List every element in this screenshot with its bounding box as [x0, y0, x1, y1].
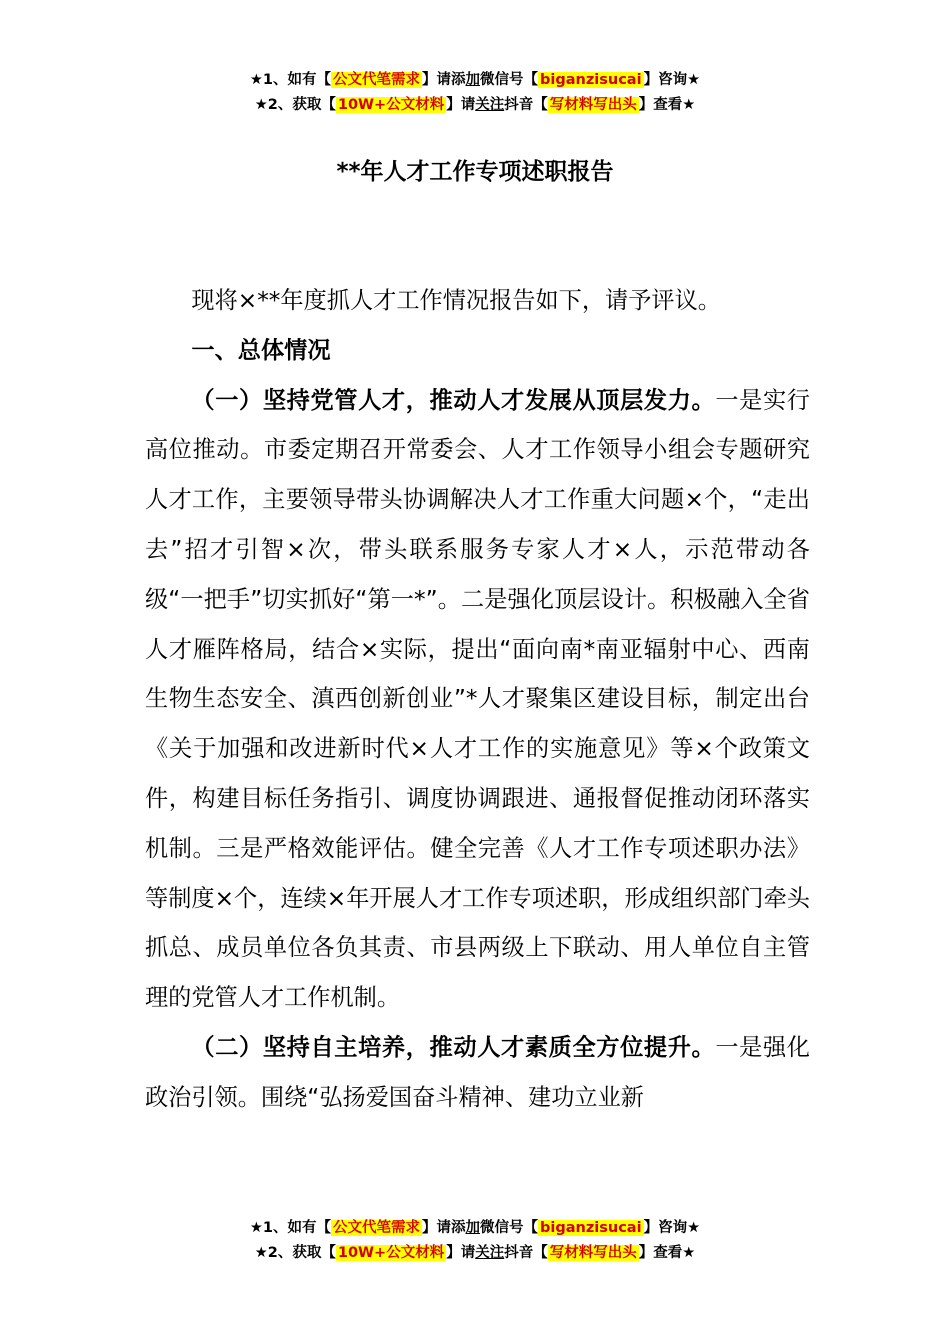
promo-text: 】咨询★ — [643, 72, 701, 88]
promo-highlight-douyin: 写材料写出头 — [549, 97, 637, 113]
promo-text: ★2、获取【 — [254, 1245, 336, 1261]
promo-underlined: 加 — [465, 72, 481, 88]
promo-underlined: 加 — [465, 1220, 481, 1236]
promo-banner-top — [0, 68, 950, 118]
paragraph-1-body: 一是实行高位推动。市委定期召开常委会、人才工作领导小组会专题研究人才工作，主要领导带头协调解决人才工作重大问题×个，“走出去”招才引智×次，带头联系服务专家人才×人，示范带动各级“一把手”切实抓好“第一*”。二是强化顶层设计。积极融入全省人才雁阵格局，结合×实际，提出“面向南*南亚辐射中心、西南生物生态安全、滇西创新创业”*人才聚集区建设目标，制定出台《关于加强和改进新时代×人才工作的实施意见》等×个政策文件，构建目标任务指引、调度协调跟进、通报督促推动闭环落实机制。三是严格效能评估。健全完善《人才工作专项述职办法》等制度×个，连续×年开展人才工作专项述职，形成组织部门牵头抓总、成员单位各负其责、市县两级上下联动、用人单位自主管理的党管人才工作机制。 — [145, 386, 810, 1012]
promo-highlight-wechat: biganzisucai — [540, 72, 642, 88]
promo-text: ★2、获取【 — [254, 97, 336, 113]
promo-text: 】请添 — [422, 1220, 466, 1236]
promo-text: 】咨询★ — [643, 1220, 701, 1236]
section-heading: 一、总体情况 — [191, 336, 331, 364]
promo-highlight: 公文代笔需求 — [333, 72, 421, 88]
paragraph-2 — [145, 1023, 810, 1123]
promo-text: 】请添 — [422, 72, 466, 88]
promo-highlight: 10W+公文材料 — [337, 1245, 445, 1261]
paragraph-2-body: 一是强化政治引领。围绕“弘扬爱国奋斗精神、建功立业新 — [145, 1033, 810, 1111]
promo-line-2 — [0, 93, 950, 118]
promo-highlight-douyin: 写材料写出头 — [549, 1245, 637, 1261]
document-body — [145, 276, 810, 1123]
promo-text: 抖音【 — [504, 1245, 548, 1261]
promo-highlight-wechat: biganzisucai — [540, 1220, 642, 1236]
document-title: **年人才工作专项述职报告 — [336, 159, 614, 185]
promo-highlight: 公文代笔需求 — [333, 1220, 421, 1236]
promo-line-1 — [0, 1216, 950, 1241]
promo-text: ★1、如有【 — [249, 72, 332, 88]
promo-underlined: 关注 — [475, 97, 505, 113]
promo-text: ★1、如有【 — [249, 1220, 332, 1236]
paragraph-1-heading: （一）坚持党管人才，推动人才发展从顶层发力。 — [191, 386, 716, 414]
paragraph-2-heading: （二）坚持自主培养，推动人才素质全方位提升。 — [191, 1033, 716, 1061]
intro-paragraph: 现将×**年度抓人才工作情况报告如下，请予评议。 — [191, 287, 721, 314]
promo-text: 微信号【 — [480, 1220, 539, 1236]
promo-text: 】查看★ — [638, 1245, 696, 1261]
promo-text: 微信号【 — [480, 72, 539, 88]
promo-text: 抖音【 — [504, 97, 548, 113]
promo-banner-bottom — [0, 1216, 950, 1266]
promo-text: 】查看★ — [638, 97, 696, 113]
promo-text: 】请 — [446, 97, 476, 113]
promo-text: 】请 — [446, 1245, 476, 1261]
promo-line-2 — [0, 1241, 950, 1266]
promo-underlined: 关注 — [475, 1245, 505, 1261]
promo-highlight: 10W+公文材料 — [337, 97, 445, 113]
paragraph-1 — [145, 376, 810, 1023]
promo-line-1 — [0, 68, 950, 93]
